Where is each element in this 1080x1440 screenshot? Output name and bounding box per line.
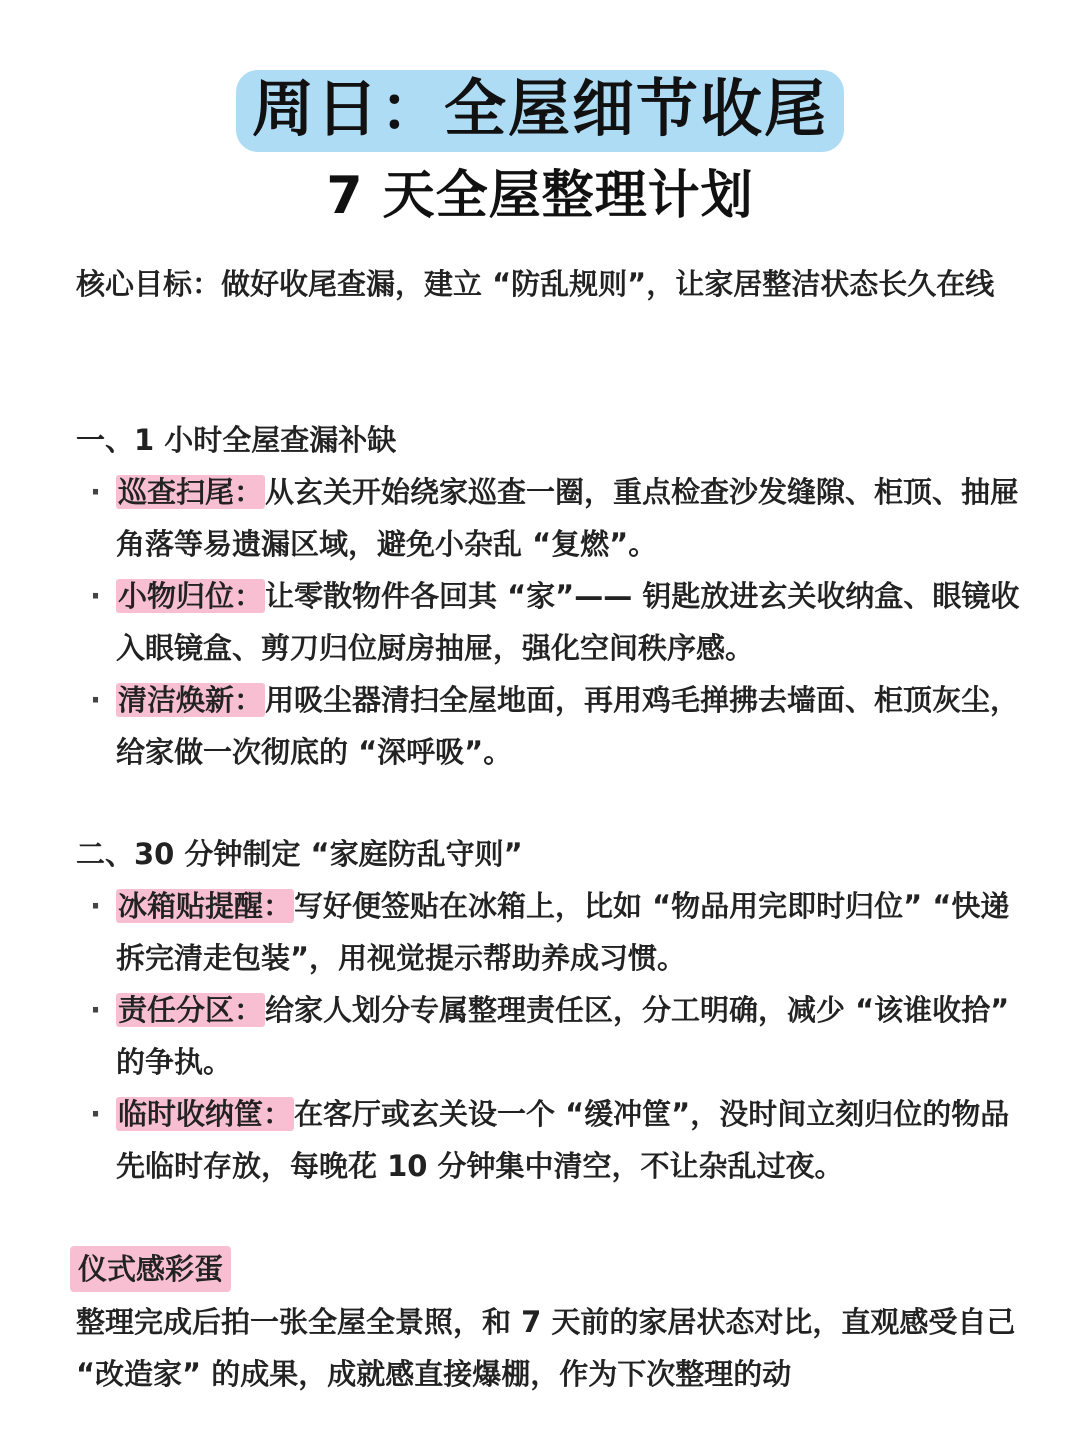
section-1-list [84, 466, 1034, 778]
item-text: 从玄关开始绕家巡查一圈，重点检查沙发缝隙、柜顶、抽屉角落等易遗漏区域，避免小杂乱 “复燃”。 [116, 475, 1020, 561]
core-goal: 核心目标：做好收尾查漏，建立 “防乱规则”，让家居整洁状态长久在线 [76, 267, 995, 301]
page-title: 周日：全屋细节收尾 [236, 70, 844, 152]
list-item [84, 674, 1034, 778]
item-label: 责任分区： [118, 993, 264, 1027]
item-text: 让零散物件各回其 “家”—— 钥匙放进玄关收纳盒、眼镜收入眼镜盒、剪刀归位厨房抽屉，强化空间秩序感。 [116, 579, 1020, 665]
list-item [84, 1088, 1034, 1192]
item-label: 冰箱贴提醒： [118, 889, 293, 923]
section-2-heading: 二、30 分钟制定 “家庭防乱守则” [76, 837, 523, 871]
item-label: 清洁焕新： [118, 683, 264, 717]
item-label: 巡查扫尾： [118, 475, 264, 509]
list-item [84, 984, 1034, 1088]
bullet-dot-icon: · [90, 1097, 102, 1131]
bullet-dot-icon: · [90, 993, 102, 1027]
bullet-dot-icon: · [90, 889, 102, 923]
list-item [84, 880, 1034, 984]
section-1-heading: 一、1 小时全屋查漏补缺 [76, 423, 397, 457]
item-label: 小物归位： [118, 579, 264, 613]
bullet-dot-icon: · [90, 475, 102, 509]
easter-egg-text: 整理完成后拍一张全屋全景照，和 7 天前的家居状态对比，直观感受自己 “改造家” 的成果，成就感直接爆棚，作为下次整理的动 [76, 1305, 1016, 1391]
item-text: 写好便签贴在冰箱上，比如 “物品用完即时归位” “快递拆完清走包装”，用视觉提示帮助养成习惯。 [116, 889, 1010, 975]
item-label: 临时收纳筐： [118, 1097, 293, 1131]
section-2-list [84, 880, 1034, 1192]
bullet-dot-icon: · [90, 579, 102, 613]
item-text: 用吸尘器清扫全屋地面，再用鸡毛掸拂去墙面、柜顶灰尘，给家做一次彻底的 “深呼吸”。 [116, 683, 1020, 769]
bullet-dot-icon: · [90, 683, 102, 717]
list-item [84, 466, 1034, 570]
item-text: 给家人划分专属整理责任区，分工明确，减少 “该谁收拾” 的争执。 [116, 993, 1010, 1079]
item-text: 在客厅或玄关设一个 “缓冲筐”，没时间立刻归位的物品先临时存放，每晚花 10 分钟集中清空，不让杂乱过夜。 [116, 1097, 1010, 1183]
list-item [84, 570, 1034, 674]
page-subtitle: 7 天全屋整理计划 [326, 166, 754, 226]
title-wrap [0, 70, 1080, 152]
easter-egg-tag: 仪式感彩蛋 [70, 1246, 231, 1292]
